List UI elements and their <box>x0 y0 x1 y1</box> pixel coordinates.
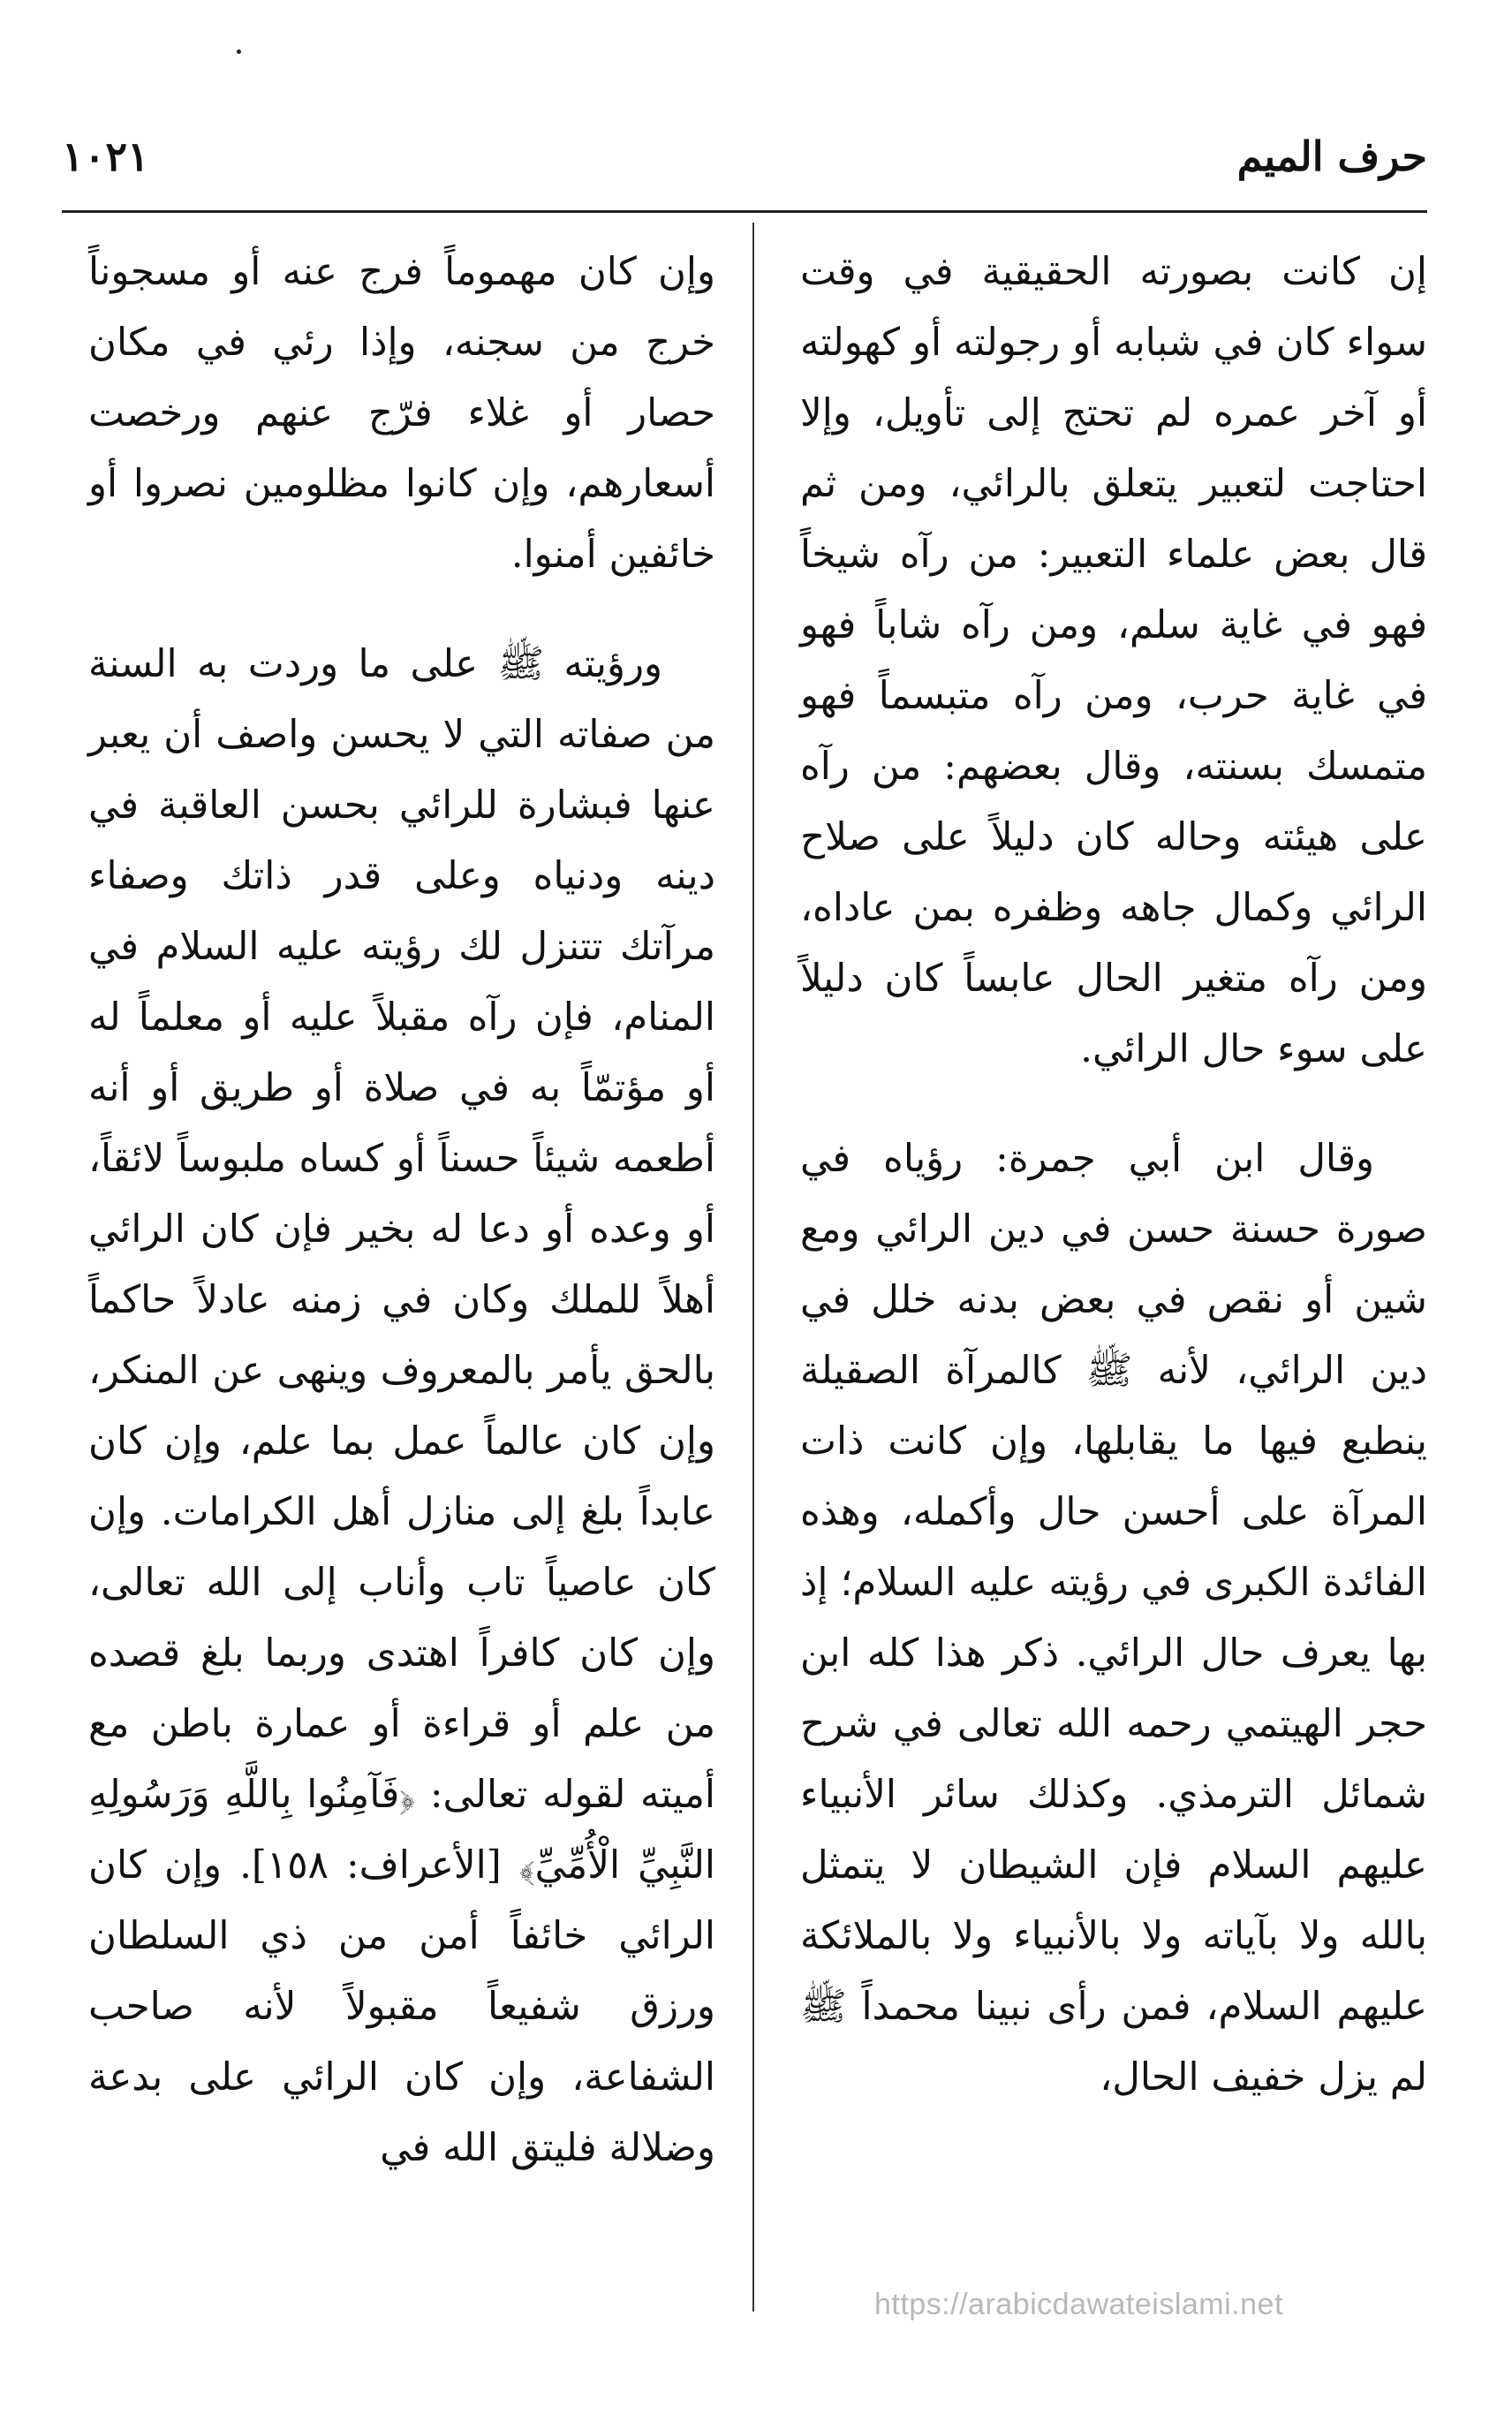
right-column <box>800 237 1427 2113</box>
right-paragraph-1: إن كانت بصورته الحقيقية في وقت سواء كان في شبابه أو رجولته أو كهولته أو آخر عمره لم تحتج إلى تأويل، وإلا احتاجت لتعبير يتعلق بالرائي، ومن ثم قال بعض علماء التعبير: من رآه شيخاً فهو في غاية سلم، ومن رآه شاباً فهو في غاية حرب، ومن رآه متبسماً فهو متمسك بسنته، وقال بعضهم: من رآه على هيئته وحاله كان دليلاً على صلاح الرائي وكمال جاهه وظفره بمن عاداه، ومن رآه متغير الحال عابساً كان دليلاً على سوء حال الرائي. <box>800 250 1427 1071</box>
page-header <box>62 132 1427 203</box>
watermark-url: https://arabicdawateislami.net <box>874 2288 1283 2321</box>
header-rule <box>62 210 1427 213</box>
page-number: ١٠٢١ <box>62 132 149 180</box>
right-paragraph-2: وقال ابن أبي جمرة: رؤياه في صورة حسنة حسن في دين الرائي ومع شين أو نقص في بعض بدنه خلل في دين الرائي، لأنه ﷺ كالمرآة الصقيلة ينطبع فيها ما يقابلها، وإن كانت ذات المرآة على أحسن حال وأكمله، وهذه الفائدة الكبرى في رؤيته عليه السلام؛ إذ بها يعرف حال الرائي. ذكر هذا كله ابن حجر الهيتمي رحمه الله تعالى في شرح شمائل الترمذي. وكذلك سائر الأنبياء عليهم السلام فإن الشيطان لا يتمثل بالله ولا بآياته ولا بالأنبياء ولا بالملائكة عليهم السلام، فمن رأى نبينا محمداً ﷺ لم يزل خفيف الحال، <box>800 1137 1427 2100</box>
column-divider <box>752 223 754 2312</box>
left-paragraph-1: وإن كان مهموماً فرج عنه أو مسجوناً خرج من سجنه، وإذا رئي في مكان حصار أو غلاء فرّج عنهم ورخصت أسعارهم، وإن كانوا مظلومين نصروا أو خائفين أمنوا. <box>88 250 715 577</box>
left-paragraph-2: ورؤيته ﷺ على ما وردت به السنة من صفاته التي لا يحسن واصف أن يعبر عنها فبشارة للرائي بحسن العاقبة في دينه ودنياه وعلى قدر ذاتك وصفاء مرآتك تتنزل لك رؤيته عليه السلام في المنام، فإن رآه مقبلاً عليه أو معلماً له أو مؤتمّاً به في صلاة أو طريق أو أنه أطعمه شيئاً حسناً أو كساه ملبوساً لائقاً، أو وعده أو دعا له بخير فإن كان الرائي أهلاً للملك وكان في زمنه عادلاً حاكماً بالحق يأمر بالمعروف وينهى عن المنكر، وإن كان عالماً عمل بما علم، وإن كان عابداً بلغ إلى منازل أهل الكرامات. وإن كان عاصياً تاب وأناب إلى الله تعالى، وإن كان كافراً اهتدى وربما بلغ قصده من علم أو قراءة أو عمارة باطن مع أميته لقوله تعالى: ﴿فَآمِنُوا بِاللَّهِ وَرَسُولِهِ النَّبِيِّ الْأُمِّيِّ﴾ [الأعراف: ١٥٨]. وإن كان الرائي خائفاً أمن من ذي السلطان ورزق شفيعاً مقبولاً لأنه صاحب الشفاعة، وإن كان الرائي على بدعة وضلالة فليتق الله في <box>88 642 715 2170</box>
left-column <box>88 237 715 2183</box>
scan-speck <box>237 49 241 54</box>
running-title: حرف الميم <box>1236 132 1427 180</box>
